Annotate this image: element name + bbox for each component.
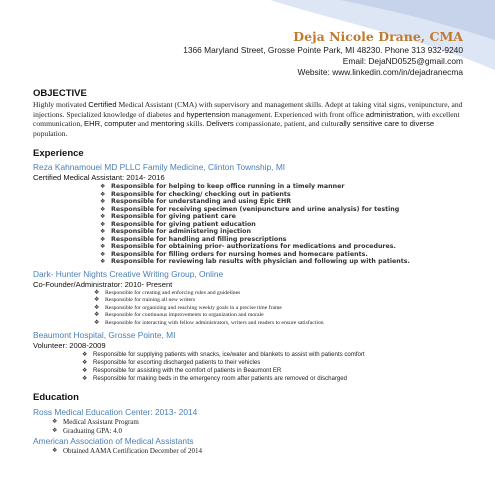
list-item-text: Graduating GPA: 4.0 (63, 426, 123, 435)
arrow-diamond-bullet-icon: ❖ (82, 376, 88, 383)
arrow-diamond-bullet-icon: ❖ (100, 235, 106, 243)
website-line[interactable]: Website: www.linkedin.com/in/dejadranecma (297, 67, 463, 77)
arrow-diamond-bullet-icon: ❖ (100, 198, 106, 206)
objective-emphasis: administration (365, 109, 413, 119)
school-entry (33, 436, 463, 456)
list-item (100, 213, 463, 221)
objective-section (33, 88, 463, 138)
email-line[interactable]: Email: DejaND0525@gmail.com (342, 56, 463, 66)
arrow-diamond-bullet-icon: ❖ (82, 352, 88, 359)
job-role: Co-Founder/Administrator: 2010- Present (33, 279, 173, 289)
list-item (94, 312, 463, 320)
list-item (94, 297, 463, 305)
job-organization: Beaumont Hospital, Grosse Pointe, MI (33, 330, 176, 341)
list-item (82, 359, 463, 367)
arrow-diamond-bullet-icon: ❖ (100, 183, 106, 191)
list-item-text: Responsible for creating and enforcing rules and guidelines (105, 289, 241, 296)
list-item-text: Obtained AAMA Certification December of 2014 (63, 447, 202, 456)
job-entry (33, 162, 463, 266)
school-name: Ross Medical Education Center: 2013- 2014 (33, 407, 198, 418)
objective-text: compassionate, patient, and cultur (233, 119, 340, 129)
objective-emphasis: ally sensitive care to diverse (339, 119, 435, 129)
arrow-diamond-bullet-icon: ❖ (94, 304, 100, 311)
objective-emphasis: hypertension (186, 109, 230, 119)
list-item (100, 183, 463, 191)
job-duties-list (94, 289, 463, 328)
job-organization: Dark- Hunter Nights Creative Writing Group, Online (33, 268, 224, 279)
job-duties-list (100, 183, 463, 266)
list-item-text: Responsible for reviewing lab results with physician and following up with patients. (111, 258, 410, 266)
list-item (100, 190, 463, 199)
education-section (33, 392, 463, 456)
job-organization: Reza Kahnamouei MD PLLC Family Medicine, Clinton Township, MI (33, 162, 286, 173)
list-item (100, 198, 463, 206)
list-item (100, 243, 463, 251)
list-item (100, 228, 463, 236)
list-item-text: Responsible for obtaining prior- authorizations for medications and procedures. (111, 243, 396, 251)
list-item (82, 367, 463, 375)
objective-text: , with excellent communication, (33, 109, 460, 129)
education-heading: Education (33, 392, 79, 404)
arrow-diamond-bullet-icon: ❖ (100, 250, 106, 258)
objective-text: management. Experienced with front office (229, 109, 366, 119)
objective-text: and (135, 119, 151, 129)
list-item-text: Responsible for helping to keep office running in a timely manner (111, 183, 345, 191)
objective-text: population. (33, 128, 68, 138)
list-item-text: Responsible for making beds in the emergency room after patients are removed or discharged (93, 375, 348, 383)
school-entry (33, 407, 463, 435)
school-details-list (52, 447, 463, 456)
objective-paragraph (33, 100, 463, 138)
job-entry (33, 269, 463, 328)
list-item (52, 418, 463, 427)
list-item (52, 426, 463, 436)
list-item (82, 351, 463, 359)
resume-content (33, 29, 463, 456)
experience-heading: Experience (33, 148, 84, 160)
arrow-diamond-bullet-icon: ❖ (100, 190, 106, 198)
list-item-text: Responsible for supplying patients with snacks, ice/water and blankets to assist with patients comfort (93, 351, 365, 359)
objective-text: Highly motivated (33, 100, 89, 109)
list-item-text: Responsible for understanding and using Epic EHR (111, 198, 292, 206)
list-item-text: Responsible for giving patient care (111, 213, 236, 221)
list-item (52, 447, 463, 456)
list-item-text: Medical Assistant Program (63, 418, 139, 427)
list-item-text: Responsible for escorting discharged patients to their vehicles (93, 359, 261, 367)
arrow-diamond-bullet-icon: ❖ (100, 258, 106, 266)
objective-emphasis: Certified (88, 100, 117, 109)
school-details-list (52, 418, 463, 435)
job-duties-list (82, 351, 463, 383)
arrow-diamond-bullet-icon: ❖ (100, 213, 106, 221)
job-role: Volunteer: 2008-2009 (33, 341, 106, 351)
objective-emphasis: EHR, computer (84, 119, 136, 129)
arrow-diamond-bullet-icon: ❖ (94, 297, 100, 304)
arrow-diamond-bullet-icon: ❖ (94, 312, 100, 319)
arrow-diamond-bullet-icon: ❖ (100, 228, 106, 236)
job-entry (33, 330, 463, 383)
list-item (82, 375, 463, 383)
arrow-diamond-bullet-icon: ❖ (100, 205, 106, 213)
list-item (100, 220, 463, 229)
arrow-diamond-bullet-icon: ❖ (52, 448, 58, 455)
candidate-name: Deja Nicole Drane, CMA (293, 29, 463, 44)
objective-emphasis: Delivers (206, 119, 234, 129)
list-item-text: Responsible for checking/ checking out in patients (111, 190, 291, 198)
arrow-diamond-bullet-icon: ❖ (100, 220, 106, 228)
objective-text: skills. (184, 119, 207, 129)
contact-header (33, 29, 463, 78)
list-item-text: Responsible for interacting with fellow administrators, writers and readers to ensure satisfaction (105, 319, 324, 326)
address-line: 1366 Maryland Street, Grosse Pointe Park, MI 48230. Phone 313 932-9240 (183, 45, 463, 55)
list-item (100, 250, 463, 259)
list-item-text: Responsible for giving patient education (111, 220, 256, 228)
list-item-text: Responsible for continuous improvements to organization and morale (105, 312, 264, 319)
arrow-diamond-bullet-icon: ❖ (82, 368, 88, 375)
list-item-text: Responsible for administering injection (111, 228, 251, 236)
arrow-diamond-bullet-icon: ❖ (100, 243, 106, 251)
arrow-diamond-bullet-icon: ❖ (52, 419, 58, 426)
list-item (100, 205, 463, 214)
school-name: American Association of Medical Assistants (33, 436, 194, 447)
arrow-diamond-bullet-icon: ❖ (94, 289, 100, 296)
list-item (100, 235, 463, 244)
objective-emphasis: mentoring (150, 119, 185, 129)
list-item-text: Responsible for organizing and reaching weekly goals in a precise time frame (105, 304, 282, 311)
list-item-text: Responsible for training all new writers (105, 297, 196, 304)
arrow-diamond-bullet-icon: ❖ (52, 427, 58, 434)
experience-section (33, 148, 463, 383)
list-item (100, 258, 463, 266)
objective-heading: OBJECTIVE (33, 88, 87, 99)
list-item-text: Responsible for filling orders for nursing homes and homecare patients. (111, 250, 368, 258)
list-item-text: Responsible for receiving specimen (venipuncture and urine analysis) for testing (111, 205, 400, 213)
objective-text: Medical Assistant (CMA) with supervisory and management skills. Adept at taking vital signs, venipuncture, and injections. Specialized knowledge of diabetes and (33, 100, 463, 119)
list-item-text: Responsible for handling and filling prescriptions (111, 235, 287, 243)
list-item (94, 319, 463, 328)
list-item-text: Responsible for assisting with the comfort of patients in Beaumont ER (93, 367, 282, 375)
job-role: Certified Medical Assistant: 2014- 2016 (33, 173, 165, 183)
arrow-diamond-bullet-icon: ❖ (82, 360, 88, 367)
arrow-diamond-bullet-icon: ❖ (94, 319, 100, 326)
